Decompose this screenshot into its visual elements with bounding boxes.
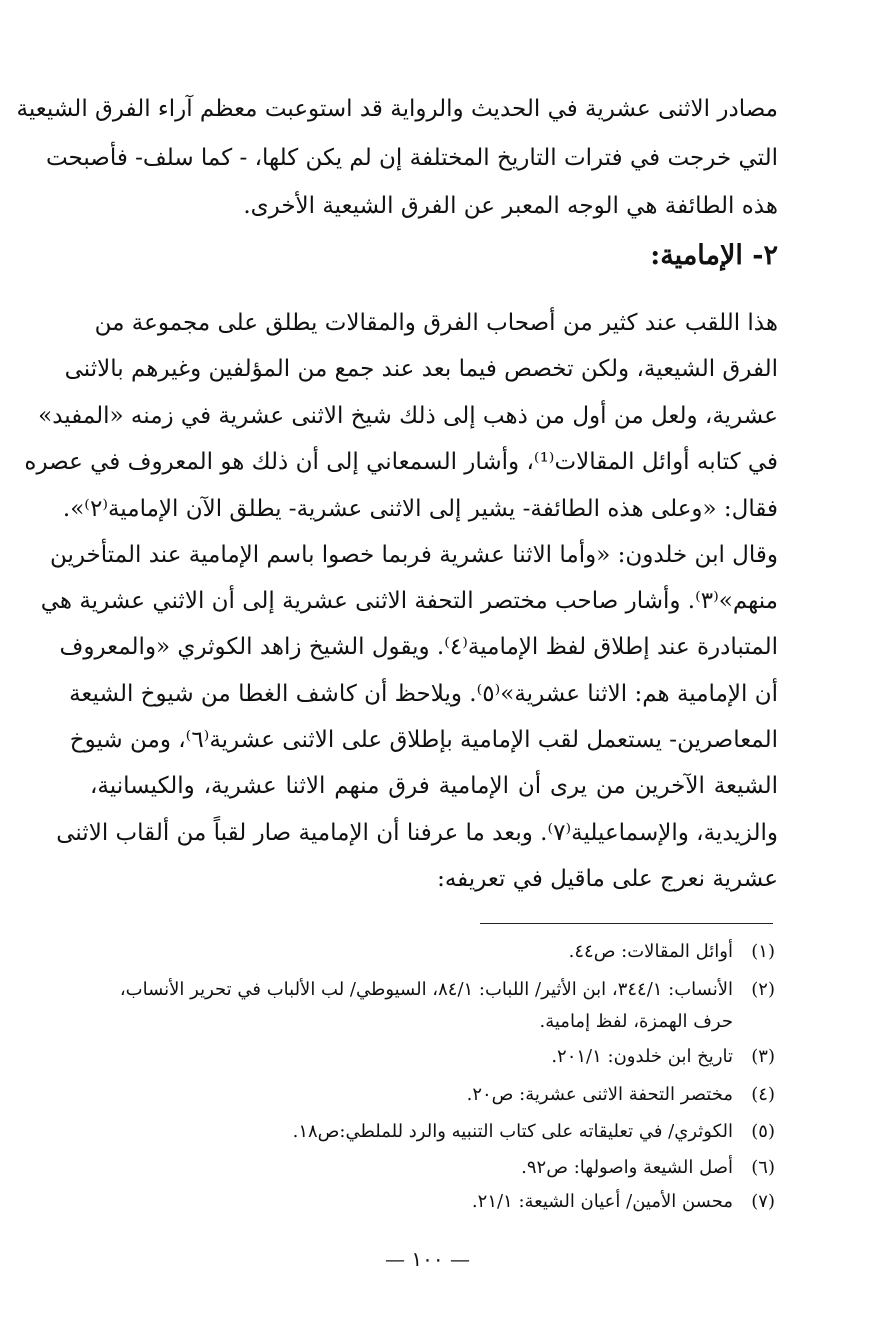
footnote xyxy=(472,1190,775,1214)
footnote-divider xyxy=(480,923,773,924)
footnote-text: مختصر التحفة الاثنى عشرية: ص٢٠. xyxy=(466,1084,733,1105)
footnote-number: (٤) xyxy=(751,1084,775,1105)
footnote-continuation: حرف الهمزة، لفظ إمامية. xyxy=(539,1011,733,1032)
body-line: والزيدية، والإسماعيلية⁽٧⁾. وبعد ما عرفنا أن الإمامية صار لقباً من ألقاب الاثنى xyxy=(56,820,778,846)
body-line: التي خرجت في فترات التاريخ المختلفة إن لم يكن كلها، - كما سلف- فأصبحت xyxy=(45,145,778,171)
section-heading: ٢- الإمامية: xyxy=(650,240,778,271)
body-line: عشرية، ولعل من أول من ذهب إلى ذلك شيخ الاثنى عشرية في زمنه «المفيد» xyxy=(38,403,778,429)
footnote xyxy=(569,940,775,964)
footnote-number: (١) xyxy=(751,941,775,962)
body-line: أن الإمامية هم: الاثنا عشرية»⁽٥⁾. ويلاحظ أن كاشف الغطا من شيوخ الشيعة xyxy=(69,681,778,707)
footnote xyxy=(521,1156,775,1180)
body-line: الشيعة الآخرين من يرى أن الإمامية فرق منهم الاثنا عشرية، والكيسانية، xyxy=(90,773,778,799)
footnote-text: أصل الشيعة واصولها: ص٩٢. xyxy=(521,1157,733,1178)
footnote-number: (٣) xyxy=(751,1046,775,1067)
footnote-number: (٧) xyxy=(751,1191,775,1212)
body-line: المتبادرة عند إطلاق لفظ الإمامية⁽٤⁾. ويقول الشيخ زاهد الكوثري «والمعروف xyxy=(59,634,778,660)
body-line: فقال: «وعلى هذه الطائفة- يشير إلى الاثنى عشرية- يطلق الآن الإمامية⁽٢⁾». xyxy=(62,496,778,522)
footnote xyxy=(467,1083,775,1107)
body-line: هذا اللقب عند كثير من أصحاب الفرق والمقالات يطلق على مجموعة من xyxy=(94,310,778,336)
body-line: منهم»⁽٣⁾. وأشار صاحب مختصر التحفة الاثنى عشرية إلى أن الاثني عشرية هي xyxy=(40,588,778,614)
footnote-text: محسن الأمين/ أعيان الشيعة: ٢١/١. xyxy=(471,1191,733,1212)
body-line: هذه الطائفة هي الوجه المعبر عن الفرق الشيعية الأخرى. xyxy=(243,193,778,219)
footnote-number: (٢) xyxy=(751,979,775,1000)
body-line: الفرق الشيعية، ولكن تخصص فيما بعد عند جمع من المؤلفين وغيرهم بالاثنى xyxy=(64,356,778,382)
footnote xyxy=(293,1120,775,1144)
footnote xyxy=(120,978,775,1002)
footnote-text: الكوثري/ في تعليقاته على كتاب التنبيه والرد للملطي:ص١٨. xyxy=(292,1121,733,1142)
footnote-number: (٦) xyxy=(751,1157,775,1178)
body-line: المعاصرين- يستعمل لقب الإمامية بإطلاق على الاثنى عشرية⁽٦⁾، ومن شيوخ xyxy=(69,727,778,753)
body-line: وقال ابن خلدون: «وأما الاثنا عشرية فربما خصوا باسم الإمامية عند المتأخرين xyxy=(49,542,778,568)
page-number: — ١٠٠ — xyxy=(385,1247,470,1271)
footnote-text: الأنساب: ٣٤٤/١، ابن الأثير/ اللباب: ٨٤/١، السيوطي/ لب الألباب في تحرير الأنساب، xyxy=(119,979,733,1000)
footnote-text: تاريخ ابن خلدون: ٢٠١/١. xyxy=(551,1046,733,1067)
body-line: مصادر الاثنى عشرية في الحديث والرواية قد استوعبت معظم آراء الفرق الشيعية xyxy=(16,96,778,122)
body-line: عشرية نعرج على ماقيل في تعريفه: xyxy=(437,866,778,892)
footnote-number: (٥) xyxy=(751,1121,775,1142)
footnote xyxy=(551,1045,775,1069)
footnote-text: أوائل المقالات: ص٤٤. xyxy=(568,941,733,962)
body-line: في كتابه أوائل المقالات⁽¹⁾، وأشار السمعاني إلى أن ذلك هو المعروف في عصره xyxy=(24,449,778,475)
